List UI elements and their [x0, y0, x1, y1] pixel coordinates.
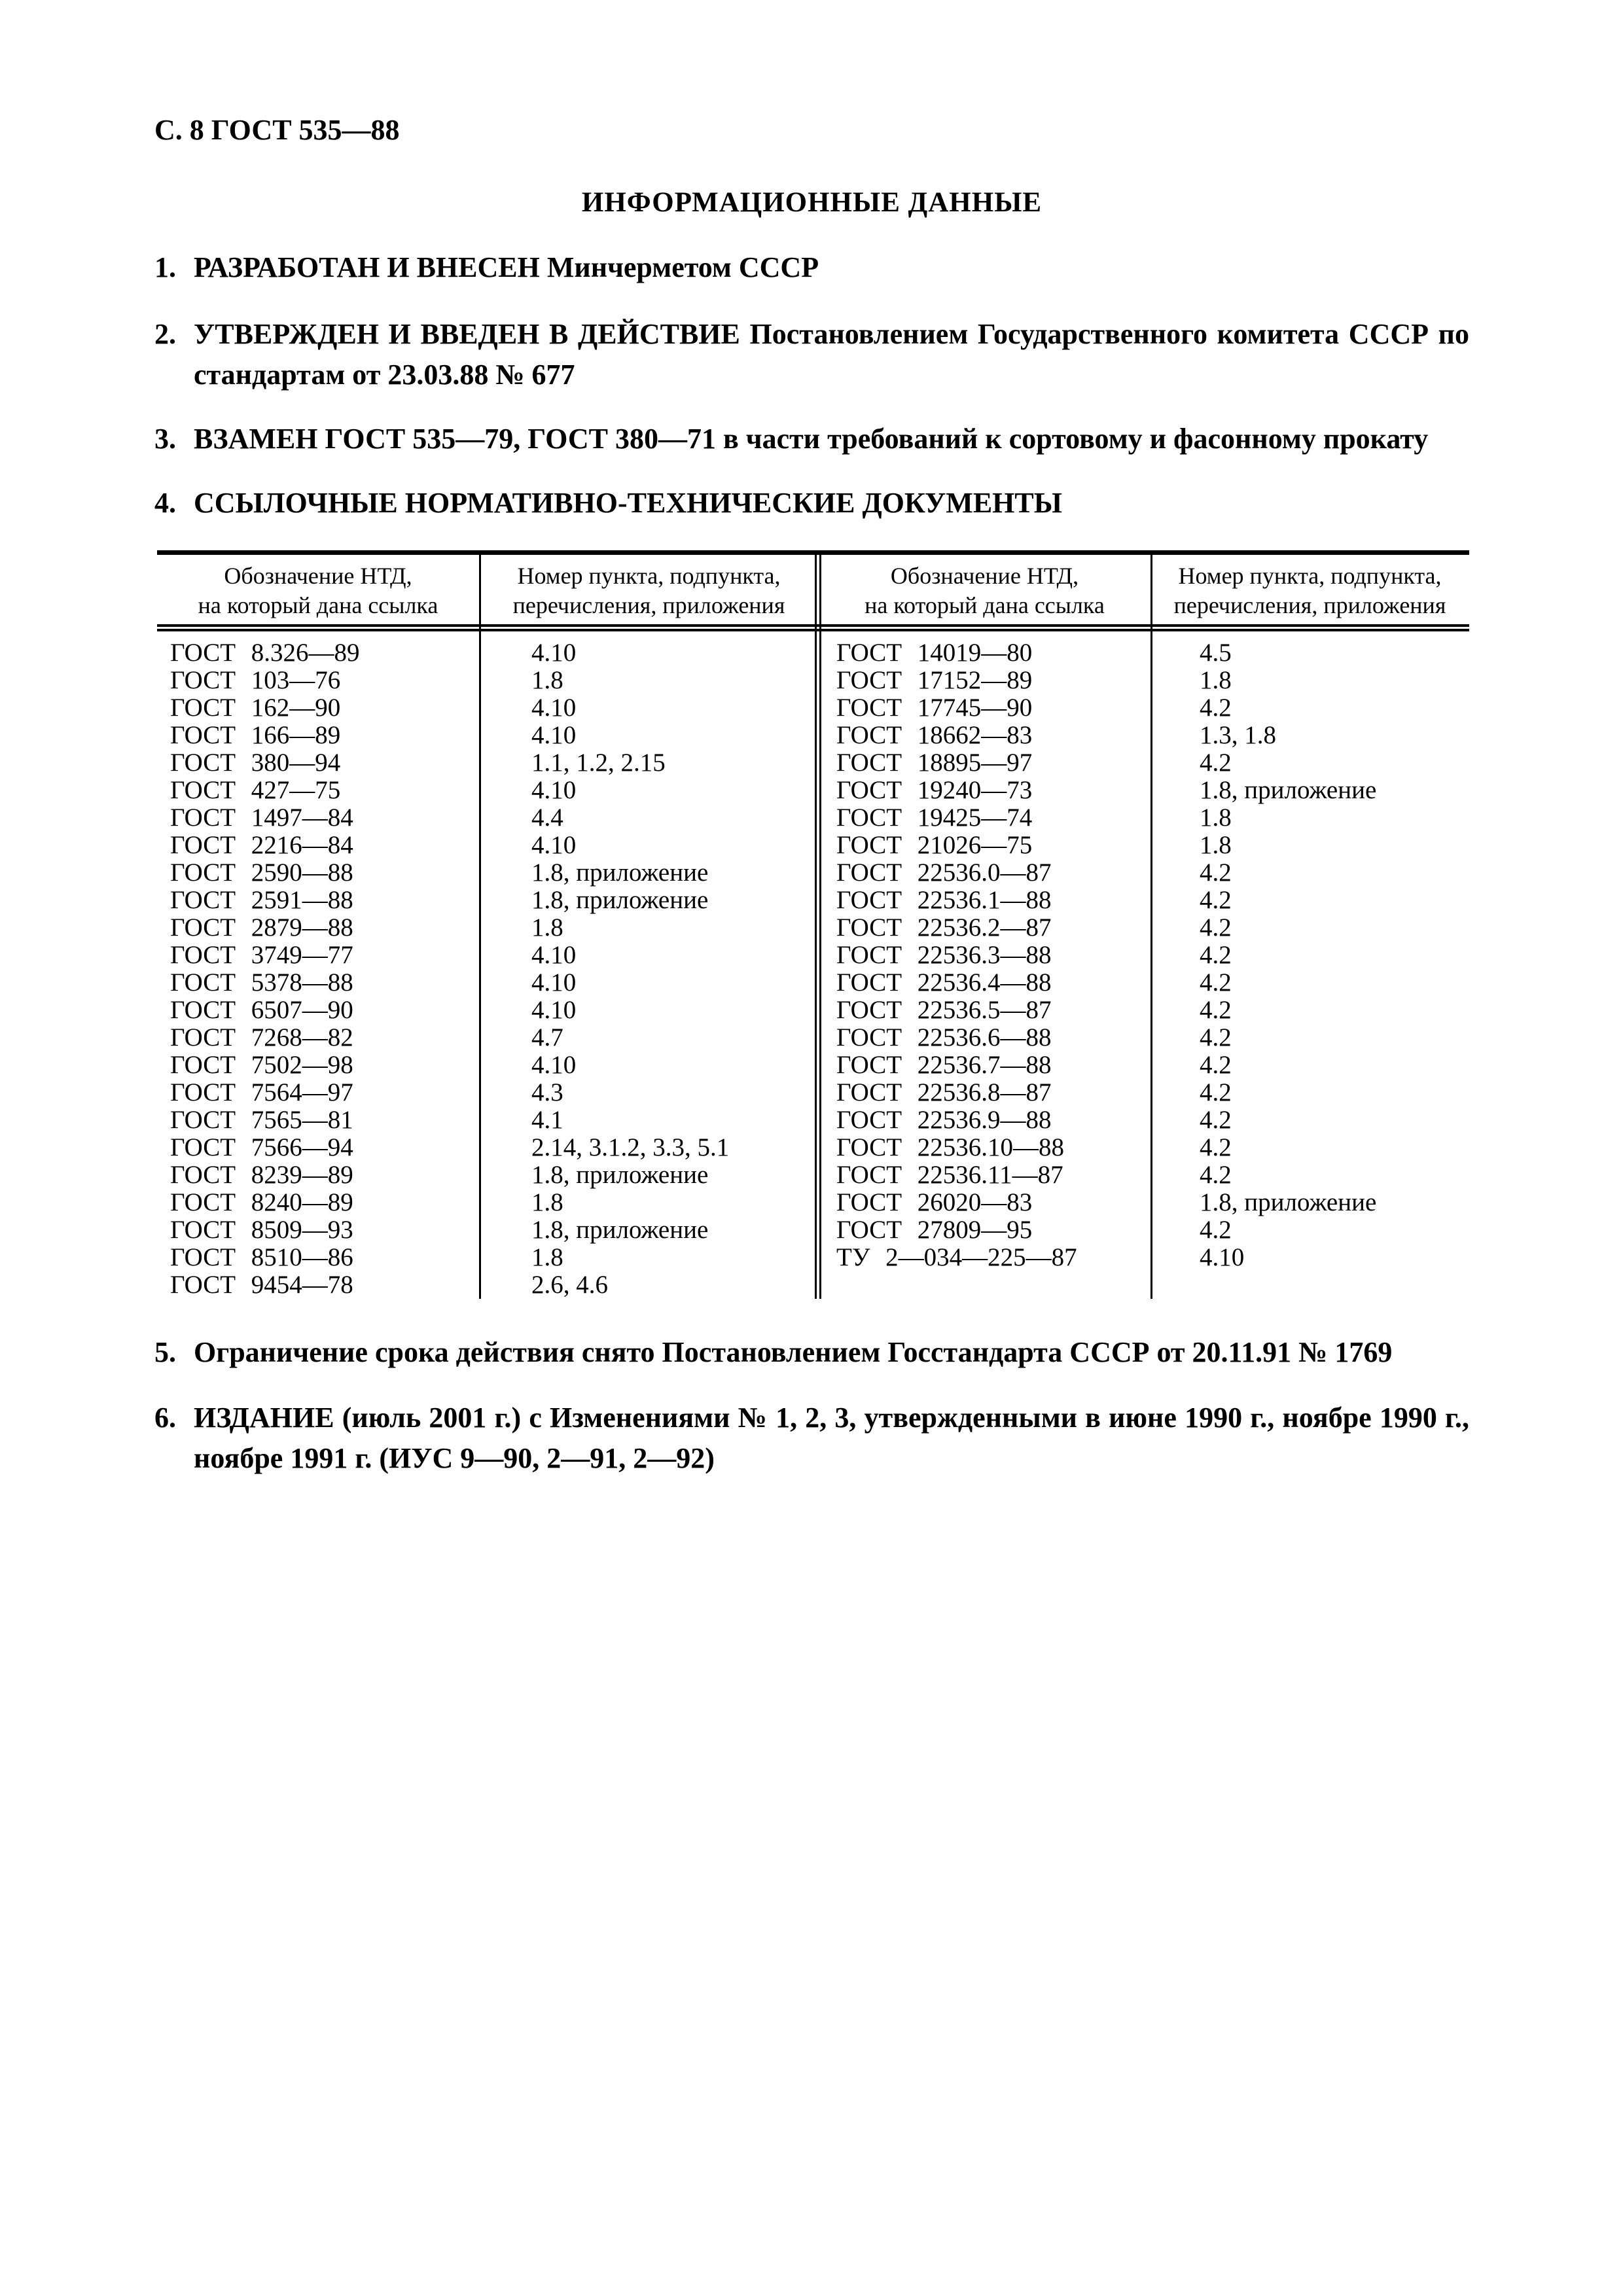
ntd-ref-cell: ГОСТ 103—76: [170, 666, 341, 694]
clause-cell: 1.1, 1.2, 2.15: [531, 749, 666, 777]
table-row: [157, 887, 819, 914]
table-row: [819, 1161, 1469, 1189]
ntd-ref-cell: ГОСТ 22536.11—87: [836, 1161, 1063, 1189]
table-row: [157, 1134, 819, 1161]
table-row: [157, 942, 819, 969]
table-row: [157, 969, 819, 997]
clause-cell: 1.3, 1.8: [1200, 721, 1276, 749]
ntd-ref-cell: ГОСТ 26020—83: [836, 1188, 1033, 1216]
clause-cell: 4.2: [1200, 941, 1232, 969]
clause-cell: 4.2: [1200, 1133, 1232, 1161]
table-row: [157, 1051, 819, 1079]
ntd-ref-cell: ГОСТ 22536.5—87: [836, 996, 1052, 1024]
item-text-line: стандартам от 23.03.88 № 677: [194, 359, 575, 391]
clause-cell: 4.10: [531, 776, 577, 804]
column-divider-rule: [479, 550, 481, 1299]
clause-cell: 1.8: [531, 666, 563, 694]
table-row: [819, 1051, 1469, 1079]
clause-cell: 4.10: [1200, 1243, 1245, 1271]
table-row: [819, 914, 1469, 942]
ntd-ref-cell: ГОСТ 19425—74: [836, 804, 1033, 832]
clause-number-header: [1150, 561, 1469, 624]
ntd-ref-cell: ГОСТ 22536.1—88: [836, 886, 1052, 914]
table-row: [819, 832, 1469, 859]
ntd-ref-cell: ГОСТ 162—90: [170, 694, 341, 722]
info-item: [154, 419, 1469, 459]
clause-cell: 4.2: [1200, 1161, 1232, 1189]
header-line: Номер пункта, подпункта,: [517, 563, 781, 589]
clause-cell: 1.8, приложение: [531, 1216, 709, 1244]
header-line: Обозначение НТД,: [890, 563, 1079, 589]
table-row: [819, 1271, 1469, 1299]
ntd-ref-cell: ГОСТ 22536.9—88: [836, 1106, 1052, 1134]
table-body: [157, 631, 1469, 1299]
table-row: [157, 997, 819, 1024]
table-row: [157, 1271, 819, 1299]
table-row: [157, 832, 819, 859]
item-text-line: ССЫЛОЧНЫЕ НОРМАТИВНО-ТЕХНИЧЕСКИЕ ДОКУМЕНТЫ: [194, 487, 1062, 519]
table-row: [157, 859, 819, 887]
clause-cell: 2.6, 4.6: [531, 1271, 608, 1299]
ntd-ref-cell: ГОСТ 17152—89: [836, 666, 1033, 694]
table-row: [157, 804, 819, 832]
ntd-ref-cell: ГОСТ 7268—82: [170, 1023, 353, 1051]
clause-cell: 1.8: [531, 913, 563, 942]
ntd-designation-header: [819, 561, 1150, 624]
clause-cell: 4.2: [1200, 1078, 1232, 1106]
references-table: [157, 550, 1469, 1299]
item-text-line: ИЗДАНИЕ (июль 2001 г.) с Изменениями № 1, 2, 3, утвержденными в июне 1990 г., ноябре 1990 г.,: [194, 1402, 1469, 1434]
ntd-ref-cell: ТУ 2—034—225—87: [836, 1243, 1077, 1271]
clause-cell: 4.2: [1200, 996, 1232, 1024]
clause-cell: 4.10: [531, 831, 577, 859]
clause-cell: 4.2: [1200, 749, 1232, 777]
ntd-ref-cell: ГОСТ 1497—84: [170, 804, 353, 832]
clause-cell: [1150, 1271, 1469, 1299]
ntd-ref-cell: ГОСТ 2879—88: [170, 913, 353, 942]
item-text: [194, 1398, 1469, 1479]
table-row: [157, 1189, 819, 1216]
clause-cell: 2.14, 3.1.2, 3.3, 5.1: [531, 1133, 730, 1161]
ntd-designation-header: [157, 561, 479, 624]
info-item: [154, 314, 1469, 395]
table-row: [157, 1079, 819, 1106]
ntd-ref-cell: ГОСТ 7502—98: [170, 1051, 353, 1079]
table-row: [819, 1244, 1469, 1271]
clause-cell: 4.2: [1200, 1216, 1232, 1244]
table-row: [157, 722, 819, 749]
table-row: [819, 1024, 1469, 1051]
clause-cell: 4.5: [1200, 639, 1232, 667]
ntd-ref-cell: ГОСТ 9454—78: [170, 1271, 353, 1299]
page-title: ИНФОРМАЦИОННЫЕ ДАННЫЕ: [581, 187, 1043, 218]
ntd-ref-cell: ГОСТ 22536.7—88: [836, 1051, 1052, 1079]
item-number: 3.: [154, 423, 176, 455]
ntd-ref-cell: ГОСТ 8.326—89: [170, 639, 360, 667]
clause-cell: 4.10: [531, 941, 577, 969]
table-row: [819, 639, 1469, 667]
header-line: Обозначение НТД,: [224, 563, 412, 589]
clause-cell: 1.8: [531, 1188, 563, 1216]
table-row: [819, 1134, 1469, 1161]
clause-cell: 1.8: [1200, 804, 1232, 832]
table-row: [819, 777, 1469, 804]
item-text-line: УТВЕРЖДЕН И ВВЕДЕН В ДЕЙСТВИЕ Постановлением Государственного комитета СССР по: [194, 318, 1469, 350]
header-line: Номер пункта, подпункта,: [1178, 563, 1442, 589]
item-number: 5.: [154, 1336, 176, 1368]
table-row: [819, 749, 1469, 777]
clause-number-header: [479, 561, 819, 624]
table-header-row: [157, 550, 1469, 631]
clause-cell: 1.8, приложение: [1200, 1188, 1377, 1216]
item-number: 1.: [154, 251, 176, 283]
ntd-ref-cell: [819, 1271, 1150, 1299]
table-halves-double-rule: [815, 550, 821, 1299]
header-line: перечисления, приложения: [512, 592, 785, 618]
item-text: [194, 1332, 1469, 1373]
table-row: [819, 969, 1469, 997]
table-row: [157, 1216, 819, 1244]
ntd-ref-cell: ГОСТ 22536.10—88: [836, 1133, 1065, 1161]
table-row: [157, 1106, 819, 1134]
ntd-ref-cell: ГОСТ 380—94: [170, 749, 341, 777]
clause-cell: 1.8, приложение: [531, 858, 709, 887]
ntd-ref-cell: ГОСТ 14019—80: [836, 639, 1033, 667]
ntd-ref-cell: ГОСТ 7566—94: [170, 1133, 353, 1161]
clause-cell: 4.10: [531, 721, 577, 749]
item-text-line: Ограничение срока действия снято Постановлением Госстандарта СССР от 20.11.91 № 1769: [194, 1336, 1393, 1368]
table-left-half: [157, 639, 819, 1299]
table-row: [819, 1106, 1469, 1134]
item-text-line: РАЗРАБОТАН И ВНЕСЕН Минчерметом СССР: [194, 251, 819, 283]
table-row: [819, 667, 1469, 694]
ntd-ref-cell: ГОСТ 22536.4—88: [836, 968, 1052, 997]
item-text: [194, 483, 1469, 523]
header-line: на который дана ссылка: [865, 592, 1105, 618]
table-row: [157, 914, 819, 942]
table-row: [819, 722, 1469, 749]
clause-cell: 1.8, приложение: [1200, 776, 1377, 804]
table-row: [819, 997, 1469, 1024]
ntd-ref-cell: ГОСТ 7564—97: [170, 1078, 353, 1106]
table-right-half: [819, 639, 1469, 1299]
clause-cell: 4.2: [1200, 886, 1232, 914]
table-row: [157, 694, 819, 722]
ntd-ref-cell: ГОСТ 5378—88: [170, 968, 353, 997]
item-text: [194, 314, 1469, 395]
ntd-ref-cell: ГОСТ 22536.3—88: [836, 941, 1052, 969]
ntd-ref-cell: ГОСТ 2591—88: [170, 886, 353, 914]
clause-cell: 1.8: [1200, 831, 1232, 859]
ntd-ref-cell: ГОСТ 18895—97: [836, 749, 1033, 777]
clause-cell: 4.2: [1200, 694, 1232, 722]
info-item: [154, 483, 1469, 523]
clause-cell: 1.8: [1200, 666, 1232, 694]
info-item: [154, 247, 1469, 288]
clause-cell: 4.3: [531, 1078, 563, 1106]
ntd-ref-cell: ГОСТ 8510—86: [170, 1243, 353, 1271]
header-line: на который дана ссылка: [198, 592, 438, 618]
page-header: С. 8 ГОСТ 535—88: [154, 114, 400, 146]
ntd-ref-cell: ГОСТ 21026—75: [836, 831, 1033, 859]
item-text: [194, 419, 1469, 459]
table-row: [819, 804, 1469, 832]
ntd-ref-cell: ГОСТ 8239—89: [170, 1161, 353, 1189]
header-line: перечисления, приложения: [1173, 592, 1446, 618]
ntd-ref-cell: ГОСТ 2216—84: [170, 831, 353, 859]
ntd-ref-cell: ГОСТ 19240—73: [836, 776, 1033, 804]
table-row: [819, 1189, 1469, 1216]
ntd-ref-cell: ГОСТ 17745—90: [836, 694, 1033, 722]
clause-cell: 4.2: [1200, 858, 1232, 887]
clause-cell: 4.2: [1200, 1023, 1232, 1051]
ntd-ref-cell: ГОСТ 22536.2—87: [836, 913, 1052, 942]
ntd-ref-cell: ГОСТ 8240—89: [170, 1188, 353, 1216]
table-row: [157, 639, 819, 667]
table-row: [157, 749, 819, 777]
clause-cell: 4.10: [531, 996, 577, 1024]
item-text-line: ВЗАМЕН ГОСТ 535—79, ГОСТ 380—71 в части требований к сортовому и фасонному прокату: [194, 423, 1429, 455]
ntd-ref-cell: ГОСТ 22536.6—88: [836, 1023, 1052, 1051]
ntd-ref-cell: ГОСТ 22536.8—87: [836, 1078, 1052, 1106]
clause-cell: 4.10: [531, 694, 577, 722]
table-row: [157, 1024, 819, 1051]
ntd-ref-cell: ГОСТ 2590—88: [170, 858, 353, 887]
item-text-line: ноябре 1991 г. (ИУС 9—90, 2—91, 2—92): [194, 1442, 715, 1474]
table-row: [157, 777, 819, 804]
clause-cell: 4.1: [531, 1106, 563, 1134]
ntd-ref-cell: ГОСТ 22536.0—87: [836, 858, 1052, 887]
ntd-ref-cell: ГОСТ 7565—81: [170, 1106, 353, 1134]
clause-cell: 1.8: [531, 1243, 563, 1271]
clause-cell: 1.8, приложение: [531, 886, 709, 914]
ntd-ref-cell: ГОСТ 427—75: [170, 776, 341, 804]
clause-cell: 4.10: [531, 639, 577, 667]
table-row: [819, 1079, 1469, 1106]
info-item: [154, 1398, 1469, 1479]
item-number: 4.: [154, 487, 176, 519]
ntd-ref-cell: ГОСТ 3749—77: [170, 941, 353, 969]
clause-cell: 4.2: [1200, 968, 1232, 997]
clause-cell: 4.4: [531, 804, 563, 832]
ntd-ref-cell: ГОСТ 27809—95: [836, 1216, 1033, 1244]
item-number: 6.: [154, 1402, 176, 1434]
table-row: [819, 1216, 1469, 1244]
info-item: [154, 1332, 1469, 1373]
column-divider-rule: [1150, 550, 1152, 1299]
table-row: [819, 694, 1469, 722]
clause-cell: 4.2: [1200, 913, 1232, 942]
clause-cell: 1.8, приложение: [531, 1161, 709, 1189]
item-text: [194, 247, 1469, 288]
item-number: 2.: [154, 318, 176, 350]
table-row: [819, 887, 1469, 914]
clause-cell: 4.10: [531, 1051, 577, 1079]
ntd-ref-cell: ГОСТ 18662—83: [836, 721, 1033, 749]
table-row: [157, 1161, 819, 1189]
table-row: [157, 1244, 819, 1271]
clause-cell: 4.2: [1200, 1106, 1232, 1134]
table-row: [819, 859, 1469, 887]
clause-cell: 4.7: [531, 1023, 563, 1051]
ntd-ref-cell: ГОСТ 8509—93: [170, 1216, 353, 1244]
table-row: [157, 667, 819, 694]
clause-cell: 4.10: [531, 968, 577, 997]
ntd-ref-cell: ГОСТ 166—89: [170, 721, 341, 749]
ntd-ref-cell: ГОСТ 6507—90: [170, 996, 353, 1024]
table-row: [819, 942, 1469, 969]
clause-cell: 4.2: [1200, 1051, 1232, 1079]
